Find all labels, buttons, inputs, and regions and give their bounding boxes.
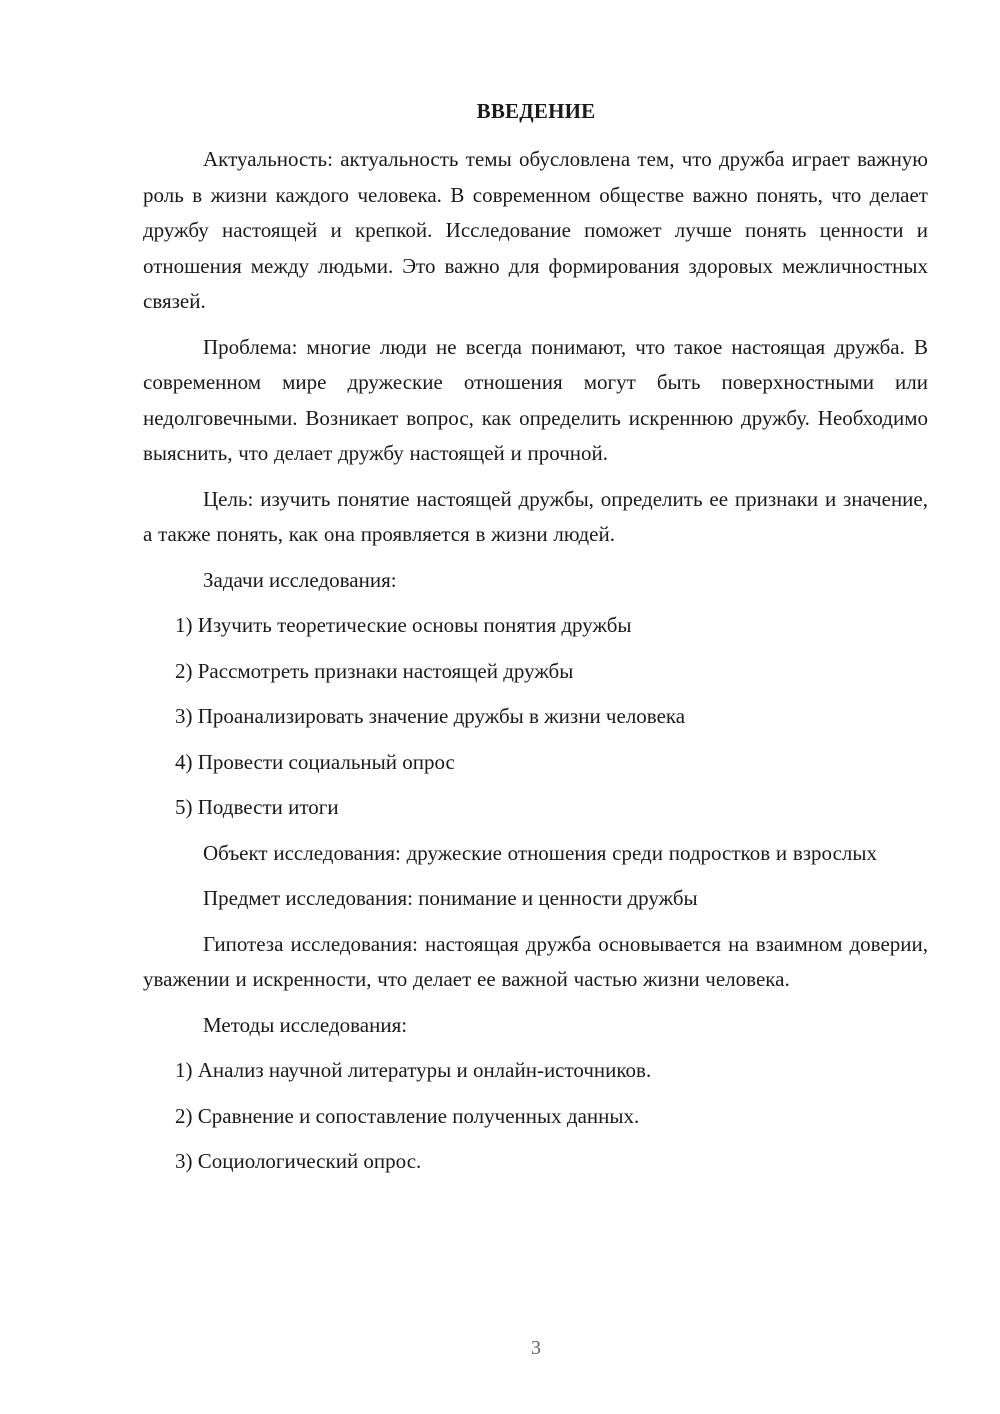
subject-paragraph: Предмет исследования: понимание и ценности дружбы (203, 886, 698, 910)
page-number: 3 (531, 1337, 541, 1359)
relevance-paragraph: Актуальность: актуальность темы обусловлена тем, что дружба играет важную роль в жизни каждого человека. В современном обществе важно понять, что делает дружбу настоящей и крепкой. Исследование поможет лучше понять ценности и отношения между людьми. Это важно для формирования здоровых межличностных связей. (143, 147, 928, 313)
task-item: 5) Подвести итоги (175, 795, 339, 819)
document-body (143, 142, 928, 1190)
methods-heading: Методы исследования: (203, 1012, 408, 1037)
method-item: 1) Анализ научной литературы и онлайн-источников. (175, 1058, 652, 1082)
task-item: 1) Изучить теоретические основы понятия дружбы (175, 613, 632, 637)
task-item: 4) Провести социальный опрос (175, 749, 455, 774)
goal-paragraph: Цель: изучить понятие настоящей дружбы, определить ее признаки и значение, а также понять, как она проявляется в жизни людей. (143, 486, 928, 546)
hypothesis-paragraph: Гипотеза исследования: настоящая дружба основывается на взаимном доверии, уважении и искренности, что делает ее важной частью жизни человека. (143, 931, 928, 991)
tasks-heading: Задачи исследования: (203, 567, 397, 592)
section-title: ВВЕДЕНИЕ (476, 99, 596, 123)
task-item: 3) Проанализировать значение дружбы в жизни человека (175, 704, 686, 728)
task-item: 2) Рассмотреть признаки настоящей дружбы (175, 658, 574, 683)
method-item: 2) Сравнение и сопоставление полученных данных. (175, 1103, 640, 1128)
method-item: 3) Социологический опрос. (175, 1149, 422, 1173)
object-paragraph: Объект исследования: дружеские отношения среди подростков и взрослых (203, 840, 877, 865)
problem-paragraph: Проблема: многие люди не всегда понимают, что такое настоящая дружба. В современном мире дружеские отношения могут быть поверхностными или недолговечными. Возникает вопрос, как определить искреннюю дружбу. Необходимо выяснить, что делает дружбу настоящей и прочной. (143, 334, 928, 465)
